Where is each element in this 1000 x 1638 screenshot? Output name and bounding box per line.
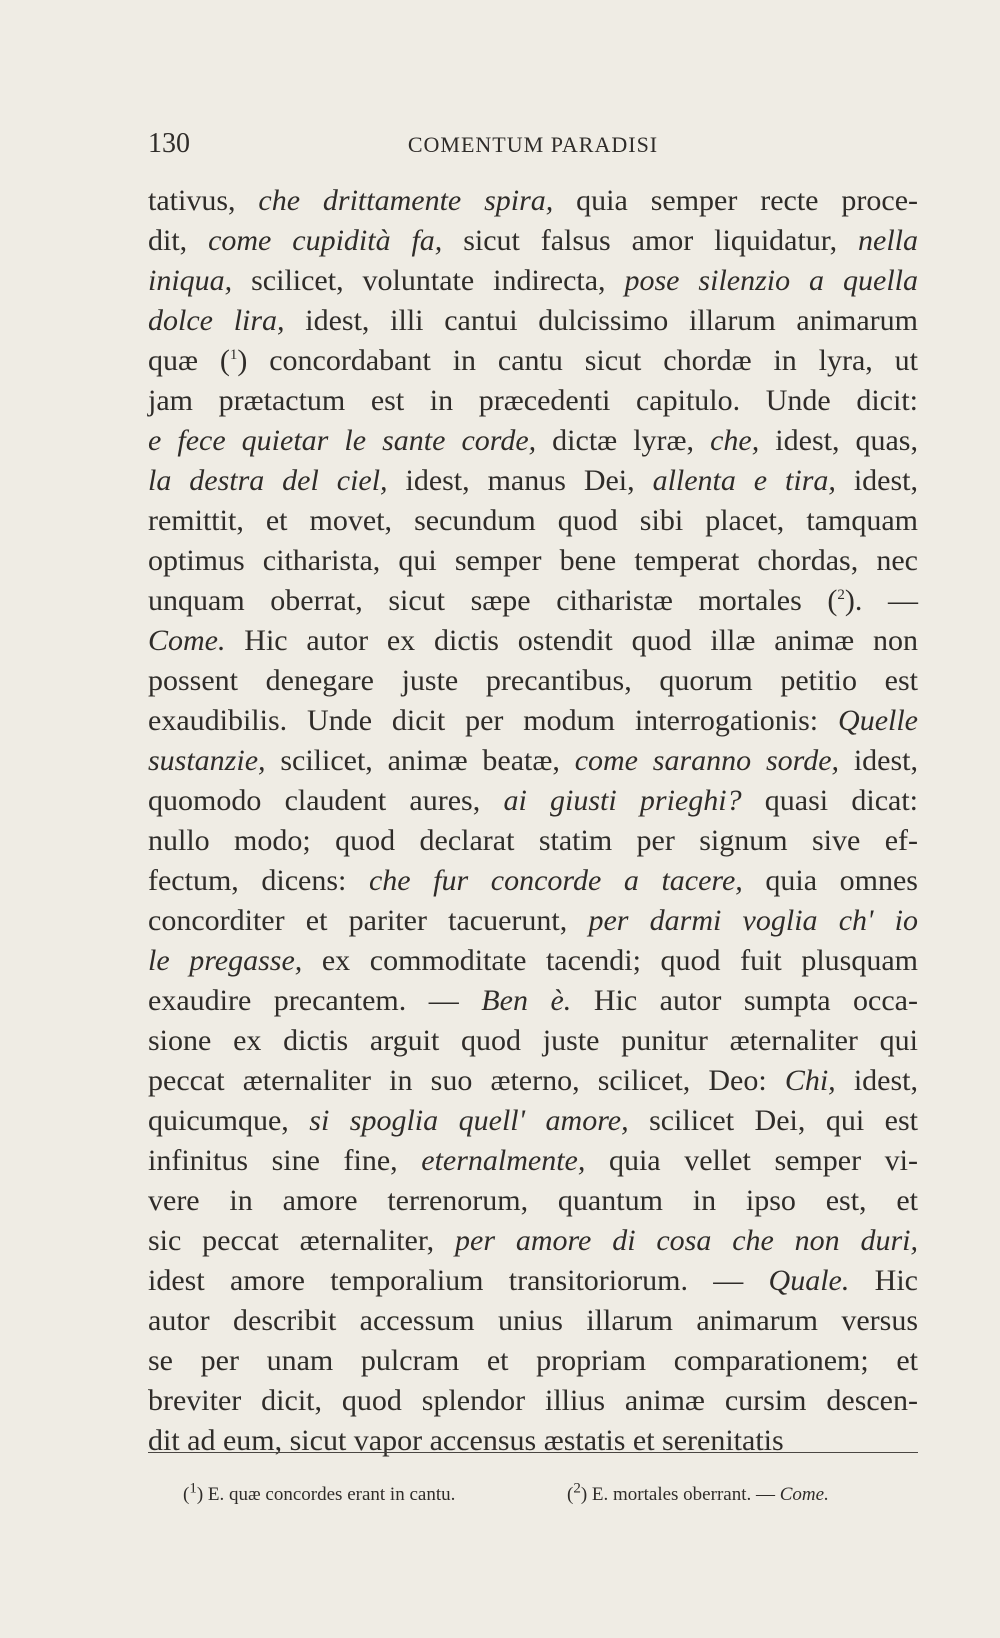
- footnote-1: ($^1$) E. quæ concordes erant in cantu.: [183, 1480, 456, 1505]
- text-run: quia vellet semper vi-: [585, 1144, 918, 1177]
- text-line: [148, 741, 918, 781]
- text-run: idest, illi cantui dulcissimo illarum animarum: [284, 304, 919, 337]
- italic-quote: Quale.: [768, 1264, 850, 1297]
- italic-quote: si spoglia quell' amore,: [309, 1104, 629, 1137]
- text-line: [148, 501, 918, 541]
- text-line: [148, 381, 918, 421]
- text-run: autor describit accessum unius illarum animarum versus: [148, 1304, 918, 1337]
- text-line: [148, 1421, 918, 1461]
- text-line: [148, 341, 918, 381]
- text-line: [148, 861, 918, 901]
- text-run: optimus citharista, qui semper bene temperat chordas, nec: [148, 544, 918, 577]
- text-line: [148, 421, 918, 461]
- footnote-2-tail: Come.: [779, 1484, 829, 1505]
- text-line: [148, 1141, 918, 1181]
- text-run: jam prætactum est in præcedenti capitulo. Unde dicit:: [148, 384, 918, 417]
- italic-quote: Ben è.: [481, 984, 572, 1017]
- text-run: sicut falsus amor liquidatur,: [442, 224, 858, 257]
- italic-quote: che fur concorde a tacere,: [368, 864, 743, 897]
- footnote-1-mark: 1: [189, 1480, 197, 1497]
- text-run: idest, quas,: [759, 424, 918, 457]
- text-run: ). —: [844, 584, 918, 617]
- italic-quote: ai giusti prieghi?: [503, 784, 742, 817]
- text-run: idest, manus Dei,: [387, 464, 653, 497]
- text-run: idest,: [835, 1064, 918, 1097]
- italic-quote: sustanzie,: [148, 744, 266, 777]
- text-run: ex commoditate tacendi; quod fuit plusquam: [302, 944, 918, 977]
- italic-quote: Come.: [148, 624, 226, 657]
- text-run: unquam oberrat, sicut sæpe citharistæ mortales (: [148, 584, 838, 617]
- text-run: se per unam pulcram et propriam comparationem; et: [148, 1344, 918, 1377]
- text-line: [148, 261, 918, 301]
- text-run: peccat æternaliter in suo æterno, scilicet, Deo:: [148, 1064, 785, 1097]
- text-run: Hic: [849, 1264, 918, 1297]
- text-line: [148, 541, 918, 581]
- text-line: [148, 1181, 918, 1221]
- text-run: quomodo claudent aures,: [148, 784, 504, 817]
- text-run: sic peccat æternaliter,: [148, 1224, 455, 1257]
- text-line: [148, 781, 918, 821]
- footnotes: [183, 1480, 918, 1512]
- italic-quote: nella: [858, 224, 918, 257]
- footnote-1-text: E. quæ concordes erant in cantu.: [203, 1484, 456, 1505]
- text-run: dit ad eum, sicut vapor accensus æstatis et serenitatis: [148, 1424, 784, 1457]
- text-run: ) concordabant in cantu sicut chordæ in lyra, ut: [237, 344, 918, 377]
- text-line: [148, 621, 918, 661]
- text-run: quasi dicat:: [741, 784, 918, 817]
- text-line: [148, 821, 918, 861]
- text-run: scilicet, voluntate indirecta,: [232, 264, 625, 297]
- text-line: [148, 901, 918, 941]
- text-run: remittit, et movet, secundum quod sibi placet, tamquam: [148, 504, 918, 537]
- text-line: [148, 1221, 918, 1261]
- text-run: concorditer et pariter tacuerunt,: [148, 904, 589, 937]
- text-run: dictæ lyræ,: [536, 424, 711, 457]
- text-line: [148, 1101, 918, 1141]
- text-run: dit,: [148, 224, 209, 257]
- text-line: [148, 301, 918, 341]
- text-line: [148, 1061, 918, 1101]
- italic-quote: eternalmente,: [421, 1144, 586, 1177]
- text-line: [148, 181, 918, 221]
- italic-quote: Chi,: [784, 1064, 836, 1097]
- italic-quote: e fece quietar le sante corde,: [148, 424, 537, 457]
- footnote-ref: 1: [229, 347, 238, 363]
- text-line: [148, 941, 918, 981]
- text-line: [148, 461, 918, 501]
- italic-quote: che,: [710, 424, 760, 457]
- italic-quote: come cupidità fa,: [208, 224, 443, 257]
- italic-quote: allenta e tira,: [652, 464, 836, 497]
- footnote-2: ($^2$) E. mortales oberrant. — Come.: [567, 1480, 829, 1505]
- text-run: fectum, dicens:: [148, 864, 369, 897]
- commentary-text: [148, 181, 918, 1461]
- text-run: idest,: [839, 744, 919, 777]
- footnote-rule: [148, 1452, 918, 1453]
- text-line: [148, 221, 918, 261]
- page-number: 130: [148, 128, 190, 159]
- text-line: [148, 581, 918, 621]
- text-line: [148, 661, 918, 701]
- footnote-ref: 2: [837, 587, 845, 603]
- text-line: [148, 1261, 918, 1301]
- italic-quote: Quelle: [838, 704, 918, 737]
- italic-quote: la destra del ciel,: [148, 464, 388, 497]
- text-line: [148, 1301, 918, 1341]
- italic-quote: per darmi voglia ch' io: [588, 904, 919, 937]
- italic-quote: iniqua,: [148, 264, 233, 297]
- text-run: exaudibilis. Unde dicit per modum interrogationis:: [148, 704, 839, 737]
- text-run: Hic autor ex dictis ostendit quod illæ animæ non: [225, 624, 918, 657]
- text-run: scilicet, animæ beatæ,: [265, 744, 575, 777]
- text-run: quicumque,: [148, 1104, 310, 1137]
- text-line: [148, 1021, 918, 1061]
- text-run: idest amore temporalium transitoriorum. —: [148, 1264, 769, 1297]
- italic-quote: per amore di cosa che non duri,: [455, 1224, 918, 1257]
- italic-quote: come saranno sorde,: [574, 744, 840, 777]
- text-run: idest,: [835, 464, 918, 497]
- text-run: scilicet Dei, qui est: [628, 1104, 918, 1137]
- text-run: quia semper recte proce-: [553, 184, 918, 217]
- page-header: [148, 128, 918, 162]
- text-run: nullo modo; quod declarat statim per signum sive ef-: [148, 824, 918, 857]
- text-run: Hic autor sumpta occa-: [571, 984, 918, 1017]
- text-run: vere in amore terrenorum, quantum in ipso est, et: [148, 1184, 918, 1217]
- running-title: COMENTUM PARADISI: [407, 132, 659, 157]
- text-line: [148, 1341, 918, 1381]
- text-run: exaudire precantem. —: [148, 984, 482, 1017]
- italic-quote: le pregasse,: [148, 944, 303, 977]
- footnote-2-mark: 2: [573, 1480, 581, 1497]
- text-run: quia omnes: [742, 864, 918, 897]
- italic-quote: che drittamente spira,: [258, 184, 554, 217]
- text-line: [148, 1381, 918, 1421]
- text-run: breviter dicit, quod splendor illius animæ cursim descen-: [148, 1384, 918, 1417]
- text-run: quæ (: [148, 344, 230, 377]
- text-run: tativus,: [148, 184, 259, 217]
- text-line: [148, 701, 918, 741]
- italic-quote: dolce lira,: [148, 304, 285, 337]
- text-run: infinitus sine fine,: [148, 1144, 422, 1177]
- text-run: possent denegare juste precantibus, quorum petitio est: [148, 664, 918, 697]
- text-run: sione ex dictis arguit quod juste punitur æternaliter qui: [148, 1024, 918, 1057]
- footnote-2-text: E. mortales oberrant. —: [587, 1484, 780, 1505]
- text-line: [148, 981, 918, 1021]
- italic-quote: pose silenzio a quella: [624, 264, 918, 297]
